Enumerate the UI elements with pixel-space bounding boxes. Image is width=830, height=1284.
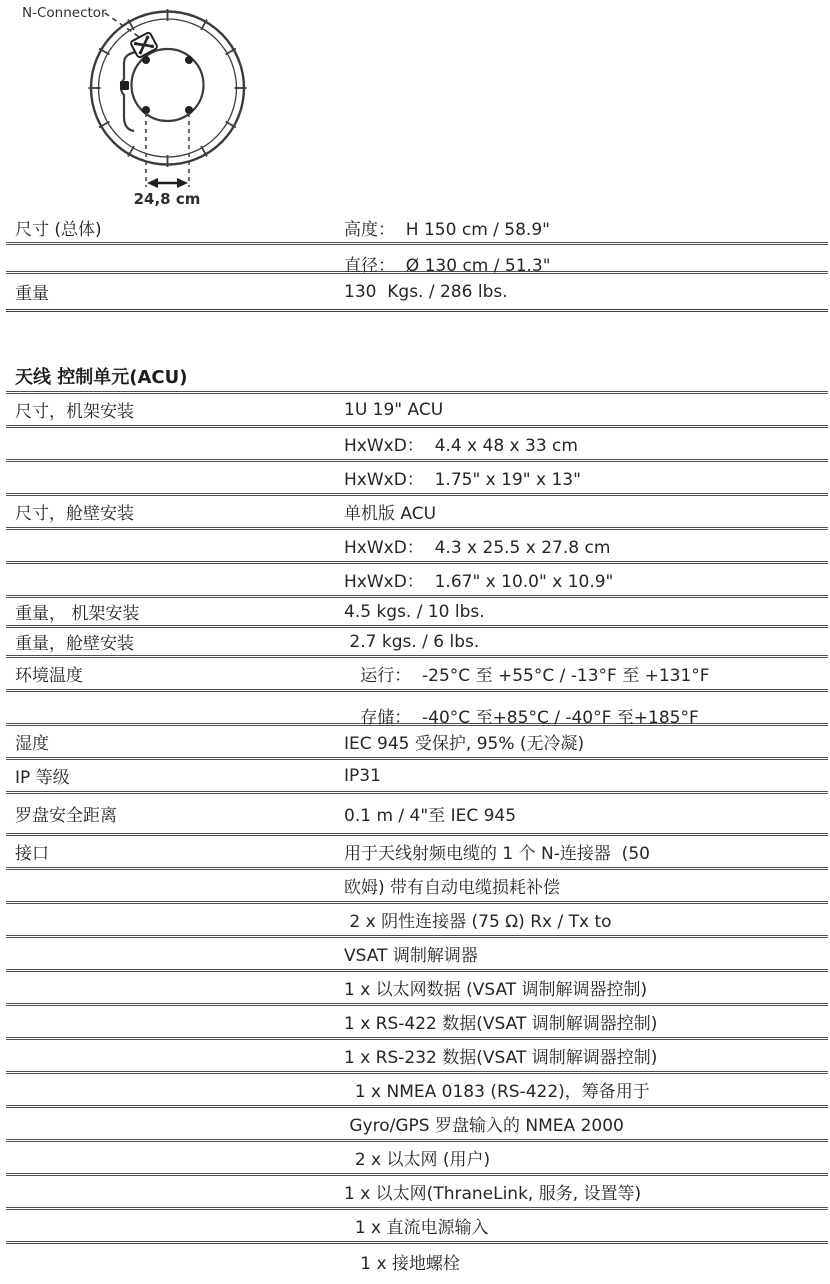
bolt-holes	[142, 56, 193, 114]
spec-row	[6, 692, 828, 726]
spec-row	[6, 938, 828, 972]
spec-row	[6, 1006, 828, 1040]
spec-row	[6, 428, 828, 462]
spec-label: 尺寸，舱壁安装	[15, 504, 134, 524]
spec-row	[6, 598, 828, 628]
acu-section-heading: 天线 控制单元(ACU)	[6, 360, 828, 394]
spec-value: 用于天线射频电缆的 1 个 N-连接器 (50	[344, 844, 650, 864]
spec-value: 4.5 kgs. / 10 lbs.	[344, 601, 485, 622]
spec-label: 重量， 机架安装	[15, 604, 140, 624]
spec-row	[6, 1210, 828, 1244]
spec-row	[6, 564, 828, 598]
spec-value: HxWxD： 1.75" x 19" x 13"	[344, 470, 581, 490]
antenna-drawing	[6, 0, 286, 212]
spec-row	[6, 658, 828, 692]
n-connector-symbol	[130, 32, 158, 58]
spec-value: 1 x RS-422 数据(VSAT 调制解调器控制)	[344, 1014, 658, 1034]
spec-row	[6, 1176, 828, 1210]
spec-row	[6, 394, 828, 428]
spec-label: 尺寸 (总体)	[15, 219, 102, 240]
spec-value: VSAT 调制解调器	[344, 946, 478, 966]
dimension-arrow	[147, 178, 188, 188]
spec-row	[6, 1074, 828, 1108]
spec-label: 接口	[15, 844, 49, 864]
spec-value: 1 x RS-232 数据(VSAT 调制解调器控制)	[344, 1048, 658, 1068]
spec-label: 环境温度	[15, 666, 83, 686]
spec-row	[6, 274, 828, 312]
spec-row	[6, 496, 828, 530]
spec-sheet-page	[6, 0, 828, 1278]
acu-spec-table	[6, 394, 828, 1278]
spec-label: 罗盘安全距离	[15, 806, 117, 826]
cable-clamp	[120, 81, 129, 90]
dimension-label: 24,8 cm	[133, 190, 201, 208]
spec-value: 1U 19" ACU	[344, 399, 444, 420]
cable-path	[121, 52, 136, 131]
spec-value: HxWxD： 4.4 x 48 x 33 cm	[344, 436, 578, 456]
spec-value: 130 Kgs. / 286 lbs.	[344, 281, 508, 302]
spec-value: 1 x 以太网(ThraneLink, 服务, 设置等)	[344, 1184, 642, 1204]
spec-value: 1 x 以太网数据 (VSAT 调制解调器控制)	[344, 980, 648, 1000]
spec-label: 湿度	[15, 734, 49, 754]
section-gap	[6, 312, 828, 360]
spec-label: IP 等级	[15, 768, 70, 788]
spec-value: 存储： -40°C 至+85°C / -40°F 至+185°F	[344, 708, 699, 728]
spec-label: 重量，舱壁安装	[15, 634, 134, 654]
spec-value: 直径： Ø 130 cm / 51.3"	[344, 255, 551, 276]
spec-value: IEC 945 受保护, 95% (无冷凝)	[344, 734, 585, 754]
spec-row	[6, 972, 828, 1006]
connector-label: N-Connector	[22, 5, 107, 21]
spec-value: 运行： -25°C 至 +55°C / -13°F 至 +131°F	[344, 666, 710, 686]
antenna-outer-ring	[91, 12, 244, 165]
spec-row	[6, 628, 828, 658]
spec-row	[6, 904, 828, 938]
spec-value: 0.1 m / 4"至 IEC 945	[344, 806, 517, 826]
spec-value: 1 x 直流电源输入	[344, 1218, 489, 1238]
spec-row	[6, 794, 828, 836]
spec-row	[6, 1142, 828, 1176]
spec-value: 2 x 以太网 (用户)	[344, 1150, 491, 1170]
spec-row	[6, 462, 828, 496]
spec-row	[6, 836, 828, 870]
spec-value: 高度： H 150 cm / 58.9"	[344, 219, 550, 240]
spec-row	[6, 726, 828, 760]
spec-row	[6, 760, 828, 794]
spec-row	[6, 1244, 828, 1278]
spec-row	[6, 212, 828, 245]
ring-segment-ticks	[89, 9, 247, 167]
spec-value: Gyro/GPS 罗盘输入的 NMEA 2000	[344, 1116, 624, 1136]
spec-value: 1 x NMEA 0183 (RS-422)，筹备用于	[344, 1082, 650, 1102]
spec-value: IP31	[344, 765, 381, 786]
spec-value: HxWxD： 1.67" x 10.0" x 10.9"	[344, 572, 614, 592]
spec-value: 2 x 阴性连接器 (75 Ω) Rx / Tx to	[344, 912, 612, 932]
antenna-inner-ring-line	[99, 19, 237, 157]
spec-row	[6, 870, 828, 904]
spec-value: 1 x 接地螺栓	[344, 1253, 460, 1274]
spec-row	[6, 1108, 828, 1142]
spec-row	[6, 530, 828, 564]
antenna-top-view-diagram	[6, 0, 828, 212]
overall-spec-table	[6, 212, 828, 312]
spec-value: 单机版 ACU	[344, 504, 437, 524]
spec-label: 重量	[15, 284, 49, 304]
dimension-extension-lines	[146, 113, 189, 187]
spec-value: HxWxD： 4.3 x 25.5 x 27.8 cm	[344, 538, 611, 558]
spec-label: 尺寸，机架安装	[15, 402, 134, 422]
spec-value: 欧姆) 带有自动电缆损耗补偿	[344, 878, 561, 898]
spec-row	[6, 245, 828, 274]
spec-row	[6, 1040, 828, 1074]
spec-value: 2.7 kgs. / 6 lbs.	[344, 631, 480, 652]
